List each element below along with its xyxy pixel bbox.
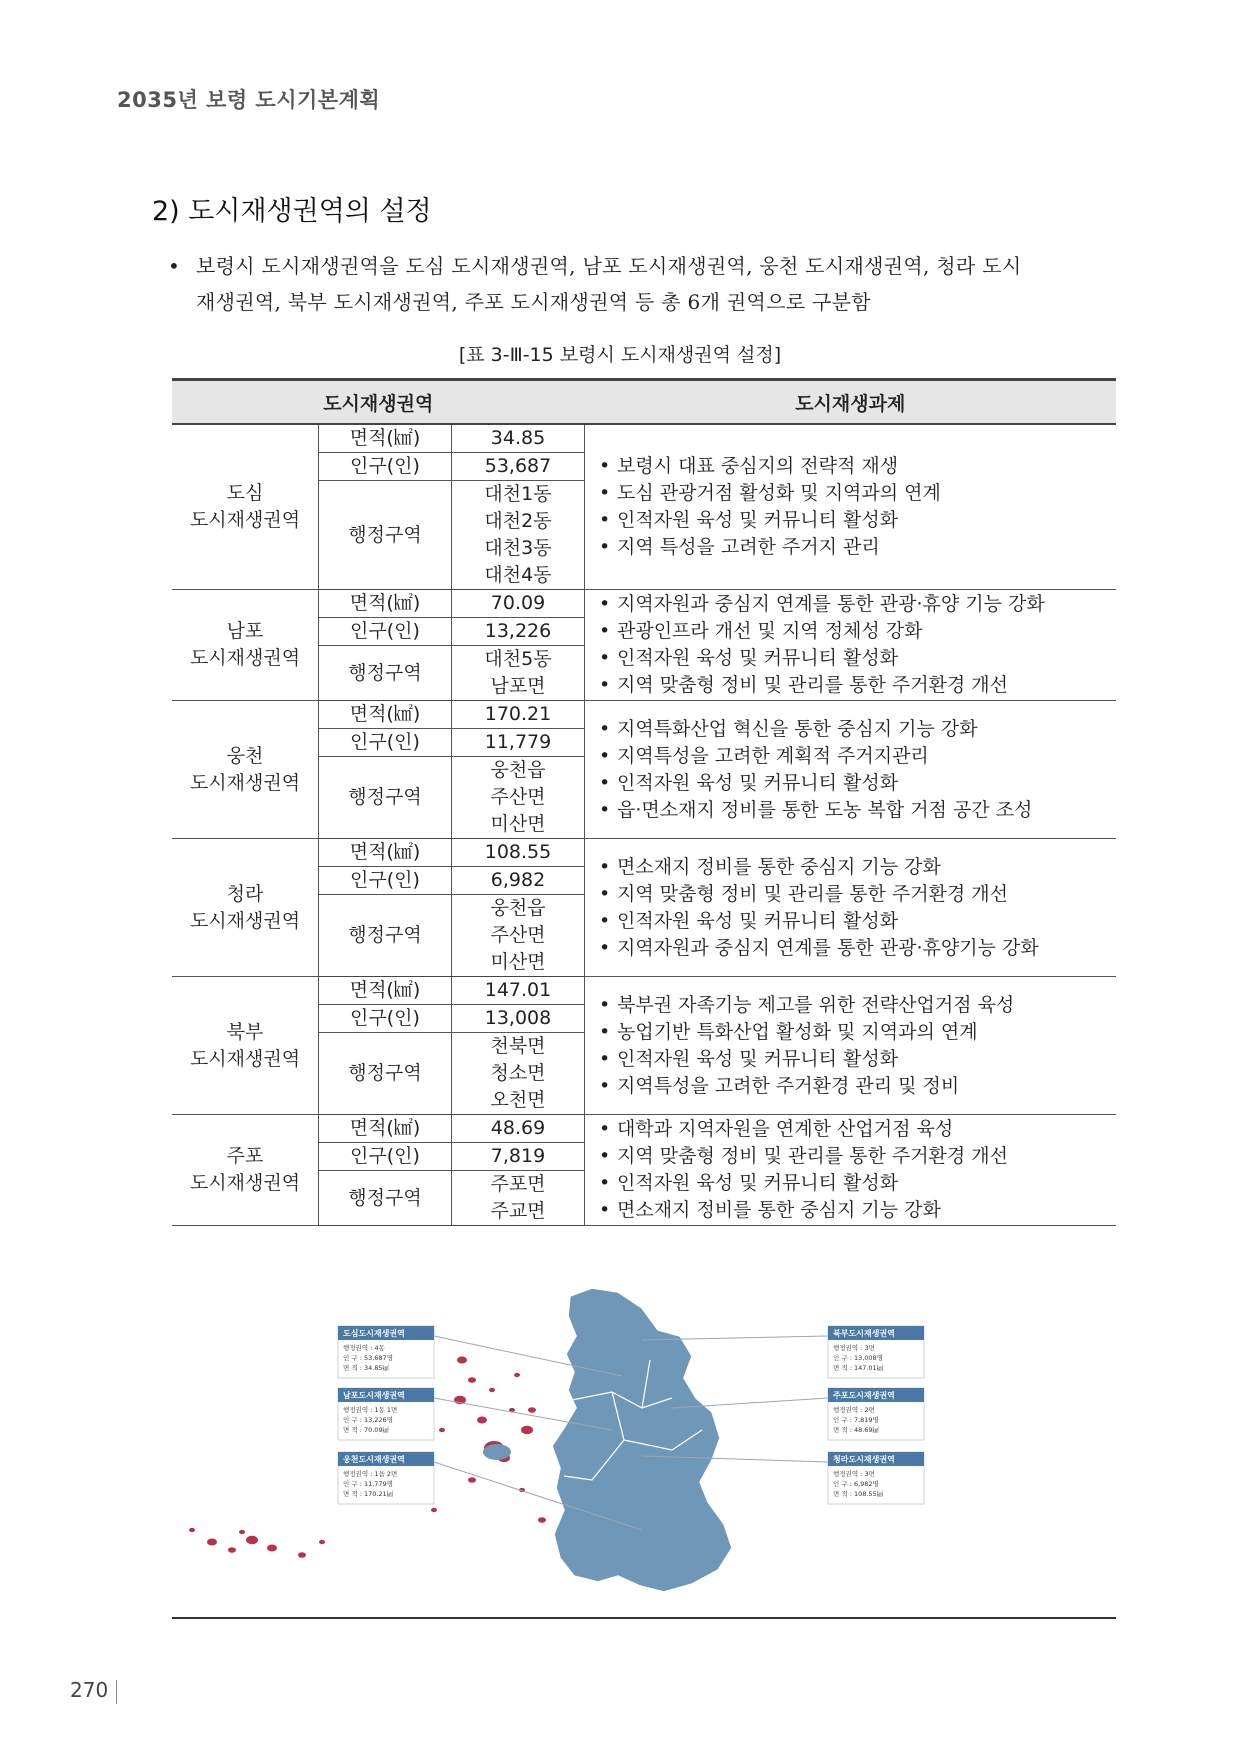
- task-item: • 대학과 지역자원을 연계한 산업거점 육성: [597, 1116, 1112, 1143]
- island-shape: [468, 1477, 476, 1483]
- area-value: 170.21: [452, 701, 585, 729]
- task-item: • 지역 특성을 고려한 주거지 관리: [597, 534, 1112, 561]
- info-box-line: 면 적 : 34.85㎢: [343, 1364, 390, 1372]
- task-item: • 인적자원 육성 및 커뮤니티 활성화: [597, 908, 1112, 935]
- island-shape: [319, 1540, 325, 1544]
- region-name-line2: 도시재생권역: [189, 771, 301, 794]
- admin-district: 주포면: [490, 1173, 546, 1195]
- task-list: [597, 591, 1112, 699]
- task-list: [597, 453, 1112, 561]
- attr-pop-label: 인구(인): [319, 1005, 452, 1033]
- attr-area-label: 면적(㎢): [319, 839, 452, 867]
- section-title: 2) 도시재생권역의 설정: [152, 196, 432, 227]
- region-name-line2: 도시재생권역: [189, 509, 301, 531]
- area-value: 34.85: [452, 424, 585, 453]
- admin-district: 남포면: [490, 675, 546, 697]
- running-header: 2035년 보령 도시기본계획: [117, 88, 381, 112]
- island-shape: [228, 1547, 236, 1553]
- info-box-title: 북부도시재생권역: [833, 1329, 895, 1338]
- info-box-line: 인 구 : 13,008명: [833, 1354, 883, 1362]
- attr-pop-label: 인구(인): [319, 729, 452, 757]
- region-name-line2: 도시재생권역: [189, 1172, 301, 1194]
- admin-district-list: [452, 757, 585, 839]
- region-name-line1: 도심: [226, 482, 264, 504]
- attr-admin-label: 행정구역: [319, 895, 452, 977]
- admin-district-list: [452, 1033, 585, 1115]
- area-value: 70.09: [452, 590, 585, 618]
- island-shape: [514, 1373, 520, 1377]
- task-item: • 지역 맞춤형 정비 및 관리를 통한 주거환경 개선: [597, 1143, 1112, 1170]
- task-list-cell: [585, 1115, 1117, 1226]
- info-box-title: 도심도시재생권역: [343, 1329, 405, 1338]
- region-name: [172, 1115, 319, 1226]
- task-item: • 인적자원 육성 및 커뮤니티 활성화: [597, 1170, 1112, 1197]
- task-item: • 지역특화산업 혁신을 통한 중심지 기능 강화: [597, 716, 1112, 743]
- island-shape: [538, 1517, 546, 1523]
- attr-pop-label: 인구(인): [319, 453, 452, 481]
- island-shape: [457, 1357, 467, 1364]
- attr-admin-label: 행정구역: [319, 481, 452, 590]
- island-shape: [207, 1539, 217, 1546]
- island-shape: [477, 1417, 487, 1424]
- admin-district: 웅천읍: [490, 897, 546, 919]
- info-box-line: 인 구 : 53,687명: [343, 1354, 393, 1362]
- table-row: [172, 424, 1116, 453]
- admin-district: 대천5동: [484, 648, 552, 670]
- island-shape: [489, 1388, 495, 1392]
- attr-admin-label: 행정구역: [319, 757, 452, 839]
- attr-admin-label: 행정구역: [319, 1033, 452, 1115]
- info-box-title: 웅천도시재생권역: [343, 1455, 405, 1464]
- region-info-box: [338, 1452, 434, 1504]
- info-box-line: 인 구 : 11,779명: [343, 1480, 393, 1488]
- task-item: • 농업기반 특화산업 활성화 및 지역과의 연계: [597, 1019, 1112, 1046]
- task-item: • 지역자원과 중심지 연계를 통한 관광·휴양 기능 강화: [597, 591, 1112, 618]
- info-box-title: 주포도시재생권역: [833, 1391, 895, 1400]
- task-item: • 지역특성을 고려한 주거환경 관리 및 정비: [597, 1073, 1112, 1100]
- bullet-line-1: 보령시 도시재생권역을 도심 도시재생권역, 남포 도시재생권역, 웅천 도시재생권역, 청라 도시: [196, 254, 1022, 278]
- bullet-paragraph: [170, 248, 1130, 320]
- table-row: [172, 701, 1116, 729]
- admin-district-list: [452, 1171, 585, 1226]
- island-shape: [246, 1536, 258, 1544]
- island-shape: [267, 1545, 277, 1552]
- table-row: [172, 839, 1116, 867]
- island-shape: [239, 1530, 245, 1534]
- island-shape: [521, 1426, 533, 1434]
- admin-district: 대천3동: [484, 537, 552, 559]
- task-item: • 면소재지 정비를 통한 중심지 기능 강화: [597, 1197, 1112, 1224]
- column-header-tasks: 도시재생과제: [585, 380, 1117, 425]
- attr-area-label: 면적(㎢): [319, 977, 452, 1005]
- region-name-line1: 웅천: [226, 744, 264, 767]
- info-box-line: 면 적 : 48.69㎢: [833, 1426, 880, 1434]
- task-item: • 인적자원 육성 및 커뮤니티 활성화: [597, 645, 1112, 672]
- region-name: [172, 701, 319, 839]
- admin-district: 웅천읍: [490, 759, 546, 781]
- region-name-line1: 청라: [226, 882, 264, 905]
- regeneration-table: [172, 378, 1116, 1226]
- info-box-line: 인 구 : 6,982명: [833, 1480, 879, 1488]
- column-header-region: 도시재생권역: [172, 380, 585, 425]
- info-box-line: 행정권역 : 1읍 2면: [343, 1470, 398, 1478]
- regeneration-map: [172, 1280, 1116, 1608]
- task-list-cell: [585, 424, 1117, 590]
- admin-district: 주교면: [490, 1200, 546, 1222]
- task-item: • 보령시 대표 중심지의 전략적 재생: [597, 453, 1112, 480]
- region-name-line1: 북부: [226, 1020, 264, 1043]
- region-name: [172, 839, 319, 977]
- table-caption: [표 3-Ⅲ-15 보령시 도시재생권역 설정]: [458, 344, 782, 366]
- info-box-line: 행정권역 : 3면: [833, 1470, 875, 1478]
- admin-district: 오천면: [490, 1089, 546, 1111]
- info-box-title: 남포도시재생권역: [343, 1391, 405, 1400]
- region-info-box: [828, 1388, 924, 1440]
- admin-district: 주산면: [490, 786, 546, 808]
- admin-district: 미산면: [490, 813, 546, 835]
- info-box-line: 면 적 : 147.01㎢: [833, 1364, 884, 1372]
- task-list: [597, 716, 1112, 824]
- attr-pop-label: 인구(인): [319, 618, 452, 646]
- attr-pop-label: 인구(인): [319, 867, 452, 895]
- info-box-line: 면 적 : 70.09㎢: [343, 1426, 390, 1434]
- island-shape: [431, 1508, 437, 1512]
- island-shape: [483, 1444, 511, 1460]
- island-shape: [298, 1552, 306, 1558]
- info-box-line: 행정권역 : 4동: [343, 1344, 385, 1352]
- task-list-cell: [585, 977, 1117, 1115]
- attr-area-label: 면적(㎢): [319, 701, 452, 729]
- task-list: [597, 992, 1112, 1100]
- table-body: [172, 424, 1116, 1226]
- info-box-line: 행정권역 : 2면: [833, 1406, 875, 1414]
- area-value: 108.55: [452, 839, 585, 867]
- admin-district: 미산면: [490, 951, 546, 973]
- task-item: • 면소재지 정비를 통한 중심지 기능 강화: [597, 854, 1112, 881]
- bullet-icon: •: [168, 254, 180, 278]
- table-row: [172, 977, 1116, 1005]
- population-value: 6,982: [452, 867, 585, 895]
- task-item: • 관광인프라 개선 및 지역 정체성 강화: [597, 618, 1112, 645]
- table-row: [172, 590, 1116, 618]
- attr-admin-label: 행정구역: [319, 1171, 452, 1226]
- attr-area-label: 면적(㎢): [319, 424, 452, 453]
- info-box-line: 인 구 : 7,819명: [833, 1416, 879, 1424]
- admin-district: 대천4동: [484, 564, 552, 586]
- region-name: [172, 590, 319, 701]
- task-list: [597, 1116, 1112, 1224]
- island-shape: [189, 1528, 195, 1532]
- task-item: • 지역특성을 고려한 계획적 주거지관리: [597, 743, 1112, 770]
- population-value: 7,819: [452, 1143, 585, 1171]
- table-row: [172, 1115, 1116, 1143]
- area-value: 147.01: [452, 977, 585, 1005]
- island-shape: [468, 1377, 476, 1383]
- island-shape: [528, 1407, 536, 1413]
- task-list-cell: [585, 590, 1117, 701]
- region-info-box: [338, 1388, 434, 1440]
- page-number: 270: [70, 1678, 109, 1702]
- task-item: • 북부권 자족기능 제고를 위한 전략산업거점 육성: [597, 992, 1112, 1019]
- info-box-line: 면 적 : 170.21㎢: [343, 1490, 394, 1498]
- region-info-box: [338, 1326, 434, 1378]
- region-name-line1: 남포: [226, 620, 264, 642]
- region-name: [172, 977, 319, 1115]
- area-value: 48.69: [452, 1115, 585, 1143]
- island-shape: [439, 1428, 445, 1432]
- region-name: [172, 424, 319, 590]
- admin-district: 대천1동: [484, 483, 552, 505]
- region-name-line1: 주포: [226, 1145, 264, 1167]
- region-name-line2: 도시재생권역: [189, 909, 301, 932]
- admin-district-list: [452, 646, 585, 701]
- population-value: 11,779: [452, 729, 585, 757]
- task-item: • 읍·면소재지 정비를 통한 도농 복합 거점 공간 조성: [597, 797, 1112, 824]
- info-box-line: 행정권역 : 1동 1면: [343, 1406, 398, 1414]
- attr-area-label: 면적(㎢): [319, 590, 452, 618]
- task-item: • 도심 관광거점 활성화 및 지역과의 연계: [597, 480, 1112, 507]
- population-value: 13,226: [452, 618, 585, 646]
- task-item: • 지역자원과 중심지 연계를 통한 관광·휴양기능 강화: [597, 935, 1112, 962]
- task-list: [597, 854, 1112, 962]
- bullet-line-2: 재생권역, 북부 도시재생권역, 주포 도시재생권역 등 총 6개 권역으로 구분함: [196, 290, 871, 314]
- task-item: • 인적자원 육성 및 커뮤니티 활성화: [597, 770, 1112, 797]
- region-name-line2: 도시재생권역: [189, 647, 301, 669]
- info-box-line: 인 구 : 13,226명: [343, 1416, 393, 1424]
- admin-district: 대천2동: [484, 510, 552, 532]
- mainland-shape: [552, 1288, 732, 1592]
- region-info-box: [828, 1326, 924, 1378]
- population-value: 13,008: [452, 1005, 585, 1033]
- task-item: • 지역 맞춤형 정비 및 관리를 통한 주거환경 개선: [597, 672, 1112, 699]
- admin-district-list: [452, 481, 585, 590]
- admin-district: 청소면: [490, 1062, 546, 1084]
- task-list-cell: [585, 839, 1117, 977]
- page-number-divider: [116, 1680, 117, 1704]
- population-value: 53,687: [452, 453, 585, 481]
- admin-district: 천북면: [490, 1035, 546, 1057]
- info-box-line: 면 적 : 108.55㎢: [833, 1490, 884, 1498]
- region-info-box: [828, 1452, 924, 1504]
- region-name-line2: 도시재생권역: [189, 1047, 301, 1070]
- bottom-rule: [172, 1617, 1116, 1619]
- info-box-line: 행정권역 : 3면: [833, 1344, 875, 1352]
- task-item: • 지역 맞춤형 정비 및 관리를 통한 주거환경 개선: [597, 881, 1112, 908]
- task-item: • 인적자원 육성 및 커뮤니티 활성화: [597, 507, 1112, 534]
- info-box-title: 청라도시재생권역: [833, 1455, 895, 1464]
- admin-district-list: [452, 895, 585, 977]
- admin-district: 주산면: [490, 924, 546, 946]
- attr-pop-label: 인구(인): [319, 1143, 452, 1171]
- task-item: • 인적자원 육성 및 커뮤니티 활성화: [597, 1046, 1112, 1073]
- task-list-cell: [585, 701, 1117, 839]
- attr-admin-label: 행정구역: [319, 646, 452, 701]
- attr-area-label: 면적(㎢): [319, 1115, 452, 1143]
